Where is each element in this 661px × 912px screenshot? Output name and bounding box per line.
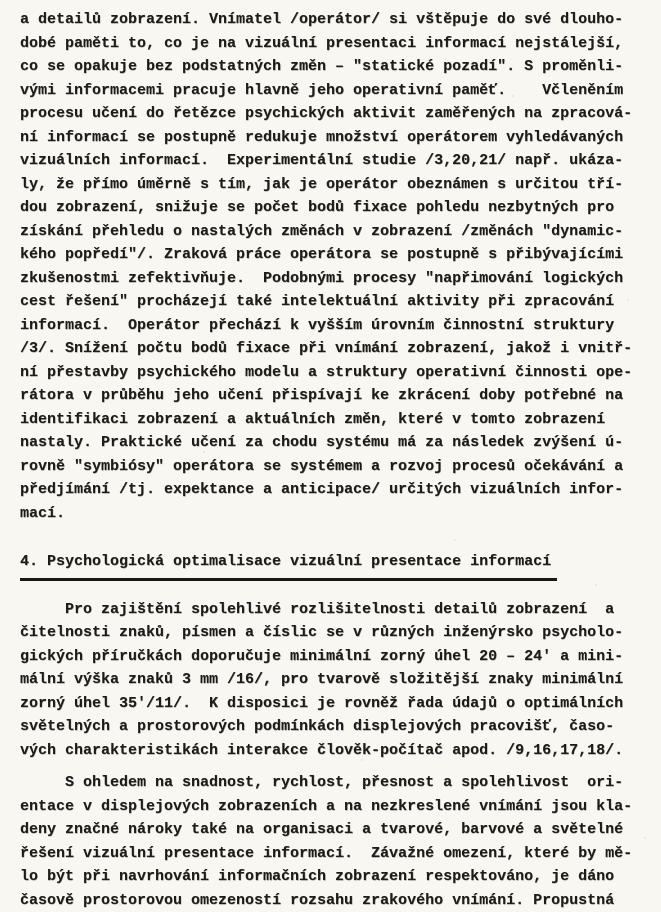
text-line: ní informací se postupně redukuje množství operátorem vyhledávaných — [20, 128, 624, 146]
text-line: světelných a prostorových podmínkách displejových pracovišť, časo- — [20, 718, 615, 735]
text-line: ní přestavby psychického modelu a struktury operativní činnosti ope- — [20, 363, 633, 381]
text-line: předjímání /tj. expektance a anticipace/ určitých vizuálních infor- — [20, 481, 624, 498]
text-line: vých charakteristikách interakce člověk-počítač apod. /9,16,17,18/. — [20, 741, 624, 759]
paragraph-legibility — [20, 598, 641, 763]
text-line: cest řešení" procházejí také intelektuální aktivity při zpracování — [20, 293, 615, 310]
text-line: zorný úhel 35'/11/. K disposici je rovněž řada údajů o optimálních — [20, 694, 624, 712]
text-line: kého popředí"/. Zraková práce operátora se postupně s přibývajícími — [20, 246, 624, 263]
text-line: Pro zajištění spolehlivé rozlišitelnosti detailů zobrazení a — [20, 600, 615, 618]
text-line: vými informacemi pracuje hlavně jeho operativní paměť. Včleněním — [20, 81, 624, 99]
text-line: řešení vizuální presentace informací. Závažné omezení, které by mě- — [20, 844, 633, 862]
text-line: /3/. Snížení počtu bodů fixace při vnímání zobrazení, jakož i vnitř- — [20, 340, 633, 357]
text-line: nastaly. Praktické učení za chodu systému má za následek zvýšení ú- — [20, 434, 624, 451]
paragraph-orientation — [20, 771, 641, 912]
text-line: rovně "symbiósy" operátora se systémem a rozvoj procesů očekávání a — [20, 457, 624, 475]
text-line: vizuálních informací. Experimentální studie /3,20,21/ např. ukáza- — [20, 152, 624, 169]
text-line: lo být při navrhování informačních zobrazení respektováno, je dáno — [20, 868, 615, 885]
text-line: identifikaci zobrazení a aktuálních změn, které v tomto zobrazení — [20, 410, 606, 428]
text-line: informací. Operátor přechází k vyšším úrovním činnostní struktury — [20, 316, 615, 334]
text-line: dou zobrazení, snižuje se počet bodů fixace pohledu nezbytných pro — [20, 199, 615, 216]
text-line: zkušenostmi zefektivňuje. Podobnými procesy "napřimování logických — [20, 269, 624, 287]
text-line: mální výška znaků 3 mm /16/, pro tvarově složitější znaky minimální — [20, 671, 624, 688]
text-line: entace v displejových zobrazeních a na nezkreslené vnímání jsou kla- — [20, 797, 633, 815]
text-line: získání přehledu o nastalých změnách v zobrazení /změnách "dynamic- — [20, 222, 624, 240]
text-line: co se opakuje bez podstatných změn – "statické pozadí". S proměnli- — [20, 58, 624, 75]
section-heading-text: 4. Psychologická optimalisace vizuální presentace informací — [20, 550, 557, 581]
text-line: deny značné nároky také na organisaci a tvarové, barvové a světelné — [20, 821, 624, 838]
text-line: a detailů zobrazení. Vnímatel /operátor/ si vštěpuje do své dlouho- — [20, 11, 624, 28]
text-line: mací. — [20, 504, 66, 522]
text-line: S ohledem na snadnost, rychlost, přesnost a spolehlivost ori- — [20, 774, 624, 791]
section-heading — [20, 550, 641, 581]
text-line: gických příručkách doporučuje minimální zorný úhel 20 – 24' a mini- — [20, 647, 624, 665]
text-line: dobé paměti to, co je na vizuální presentaci informací nejstálejší, — [20, 34, 624, 52]
text-line: procesu učení do řetězce psychických aktivit zaměřených na zpracová- — [20, 105, 633, 122]
text-line: čitelnosti znaků, písmen a číslic se v různých inženýrsko psycholo- — [20, 624, 624, 641]
text-line: časově prostorovou omezeností rozsahu zrakového vnímání. Propustná — [20, 891, 615, 909]
text-line: rátora v průběhu jeho učení přispívají ke zkrácení doby potřebné na — [20, 387, 624, 404]
text-line: ly, že přímo úměrně s tím, jak je operátor obeznámen s určitou tří- — [20, 175, 624, 193]
paragraph-continuation — [20, 8, 641, 525]
